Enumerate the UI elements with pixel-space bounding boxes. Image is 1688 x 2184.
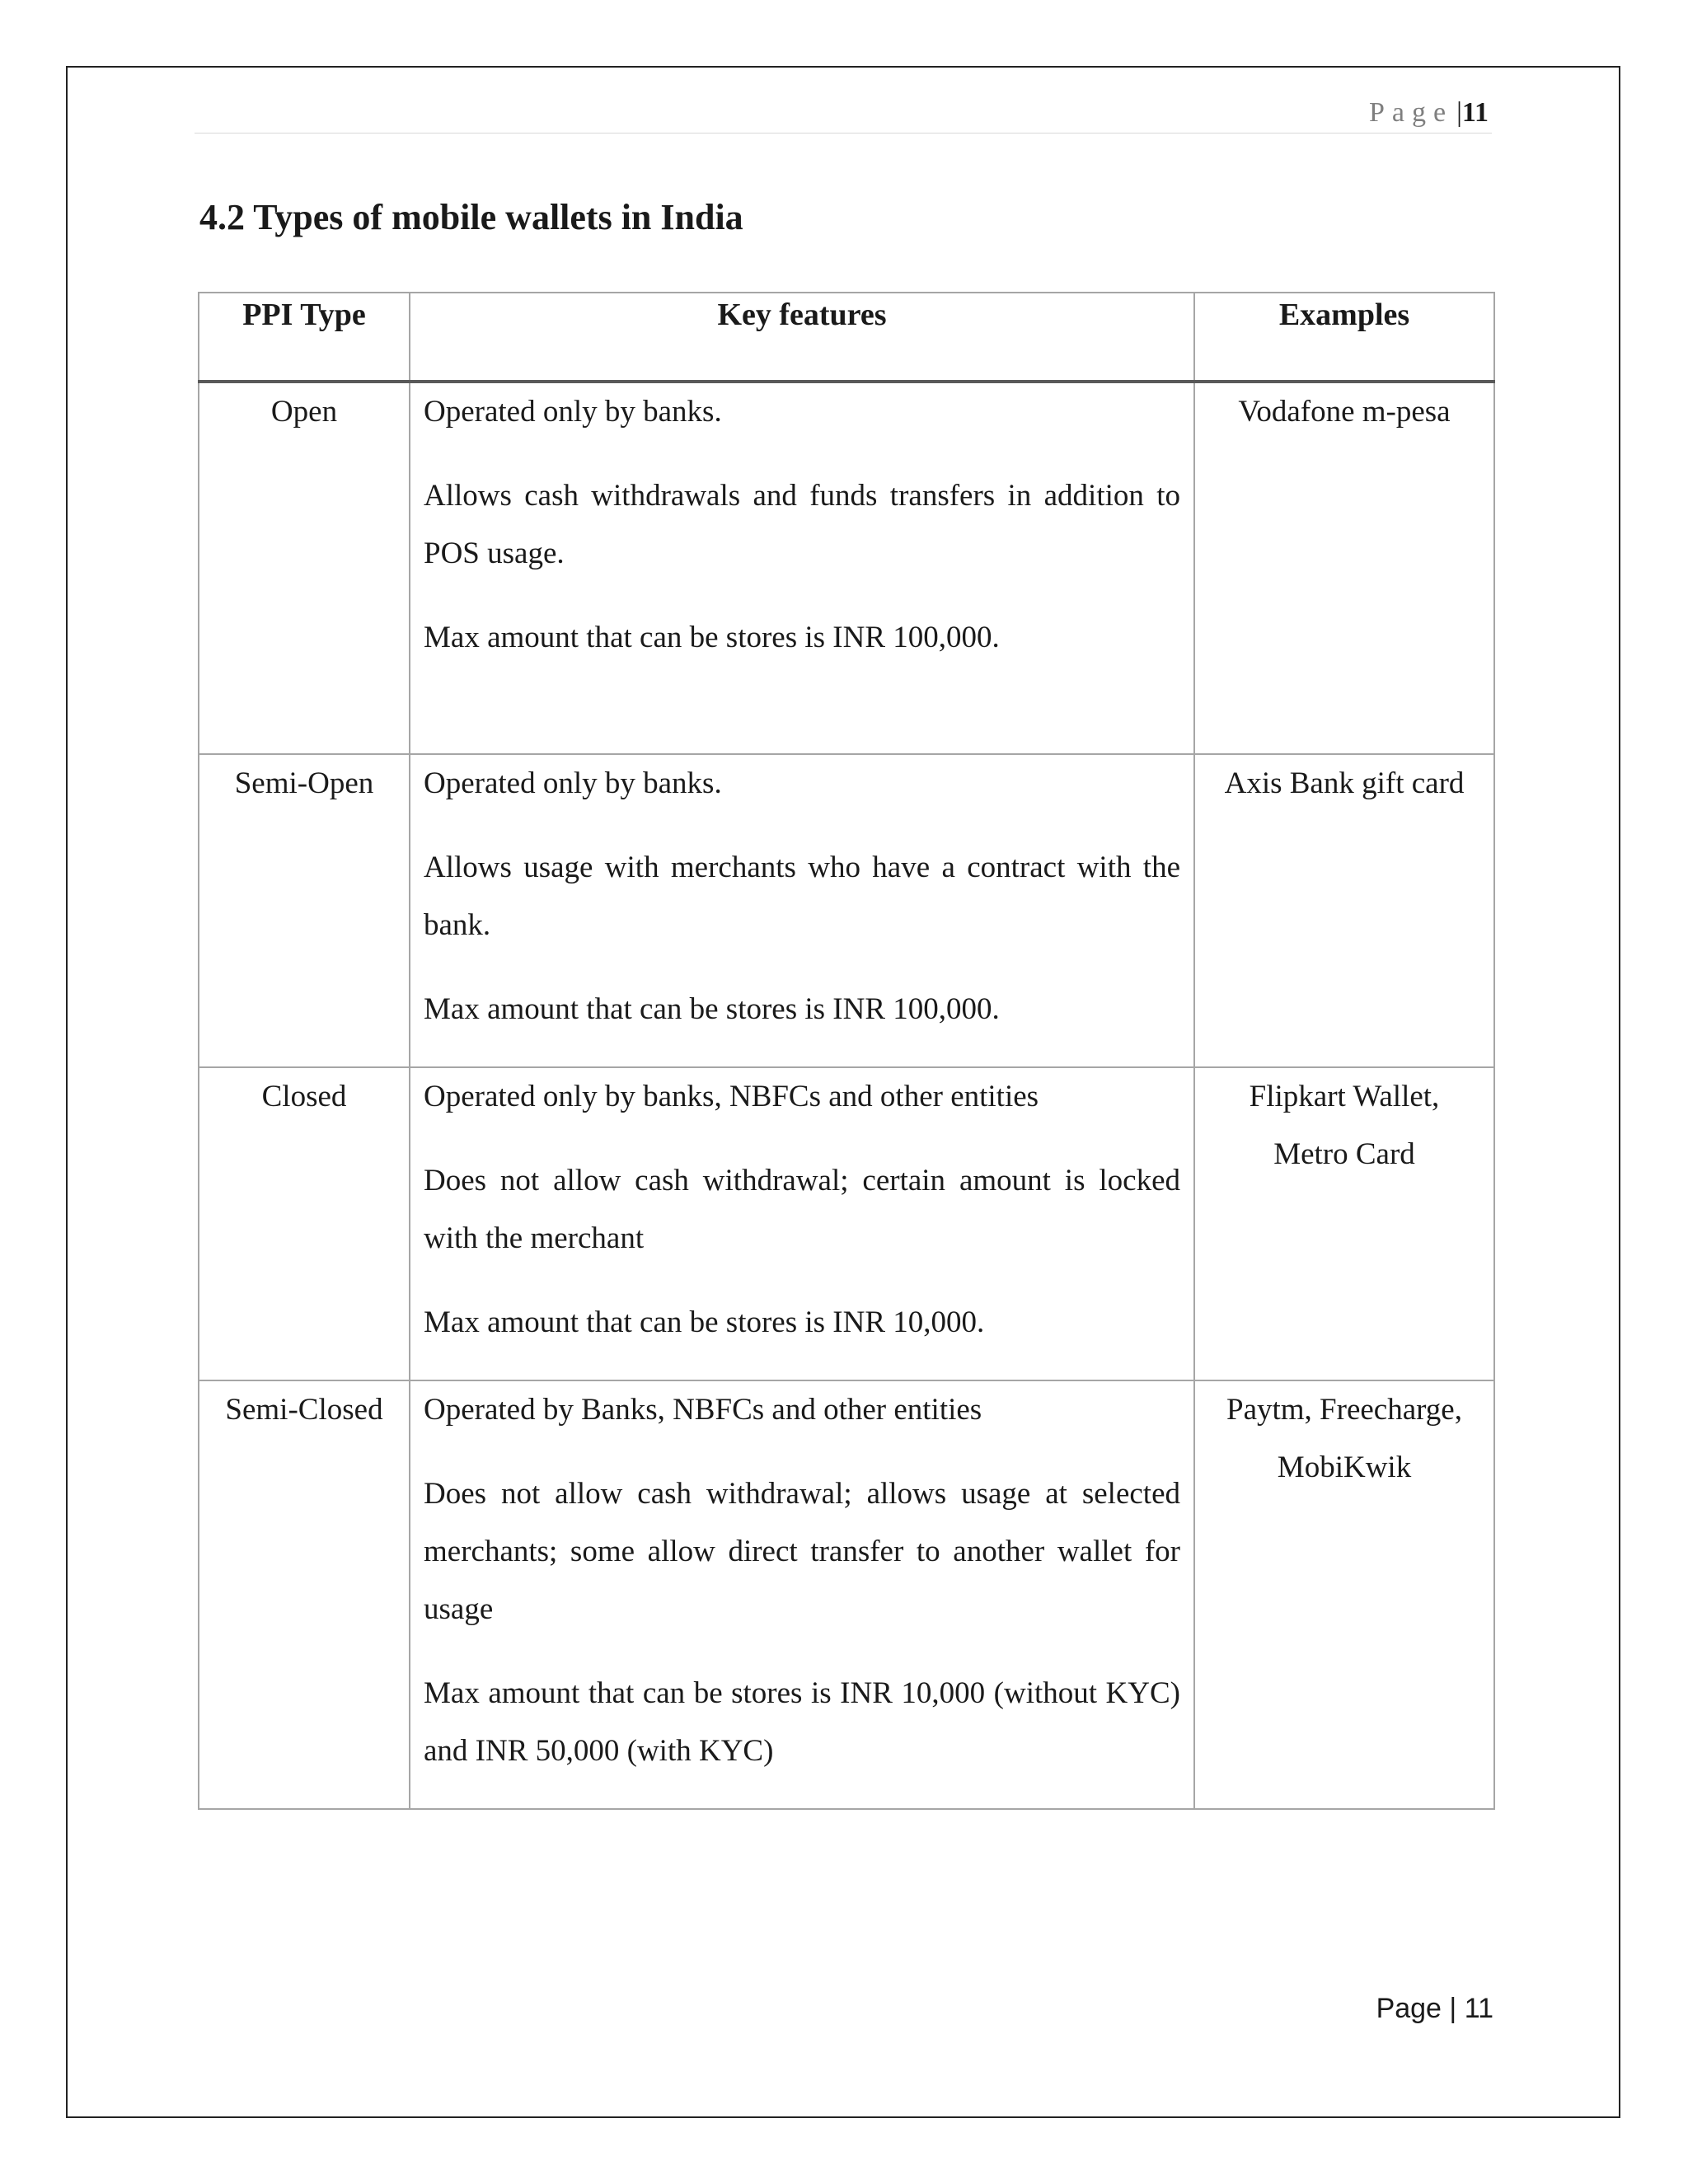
feature-text: Operated only by banks. [424,395,722,429]
table-row [199,1067,1494,1380]
feature-text: Max amount that can be stores is INR 10,000. [424,1305,985,1339]
feature-text: Max amount that can be stores is INR 10,000 (without KYC) and INR 50,000 (with KYC) [424,1676,1180,1768]
features-cell [410,754,1194,1067]
header-page-number [1369,97,1489,129]
header-page-num: 11 [1461,97,1489,128]
example-text: Paytm, Freecharge, [1226,1393,1462,1427]
feature-text: Max amount that can be stores is INR 100,000. [424,992,1000,1026]
ppi-type-cell: Semi-Closed [199,1380,410,1809]
features-cell [410,1067,1194,1380]
example-text: Flipkart Wallet, [1249,1080,1440,1113]
feature-text: Allows usage with merchants who have a contract with the bank. [424,851,1180,942]
page-header [195,97,1492,134]
examples-cell [1194,1067,1494,1380]
feature-text: Allows cash withdrawals and funds transfers in addition to POS usage. [424,479,1180,570]
example-text: MobiKwik [1277,1451,1412,1484]
ppi-type-cell: Closed [199,1067,410,1380]
feature-text: Does not allow cash withdrawal; certain amount is locked with the merchant [424,1164,1180,1255]
examples-cell [1194,754,1494,1067]
examples-cell [1194,1380,1494,1809]
table-row [199,382,1494,754]
feature-text: Max amount that can be stores is INR 100,000. [424,621,1000,654]
header-separator: | [1456,97,1462,128]
ppi-type-cell: Open [199,382,410,754]
features-cell [410,1380,1194,1809]
ppi-type-cell: Semi-Open [199,754,410,1067]
header-ppi-type: PPI Type [199,293,410,382]
feature-text: Operated only by banks. [424,766,722,800]
example-text: Metro Card [1273,1137,1415,1171]
footer-page-number: Page | 11 [1376,1993,1493,2024]
example-text: Vodafone m-pesa [1238,395,1451,429]
table-row [199,1380,1494,1809]
feature-text: Operated only by banks, NBFCs and other entities [424,1080,1039,1113]
header-key-features: Key features [410,293,1194,382]
header-page-word: Page [1368,97,1454,128]
header-examples: Examples [1194,293,1494,382]
examples-cell [1194,382,1494,754]
feature-text: Does not allow cash withdrawal; allows usage at selected merchants; some allow direct transfer to another wallet for usage [424,1477,1180,1626]
features-cell [410,382,1194,754]
example-text: Axis Bank gift card [1224,766,1465,800]
section-title: 4.2 Types of mobile wallets in India [199,197,743,237]
table-header-row [199,293,1494,382]
feature-text: Operated by Banks, NBFCs and other entities [424,1393,982,1427]
table-row [199,754,1494,1067]
wallet-types-table [198,292,1495,1810]
